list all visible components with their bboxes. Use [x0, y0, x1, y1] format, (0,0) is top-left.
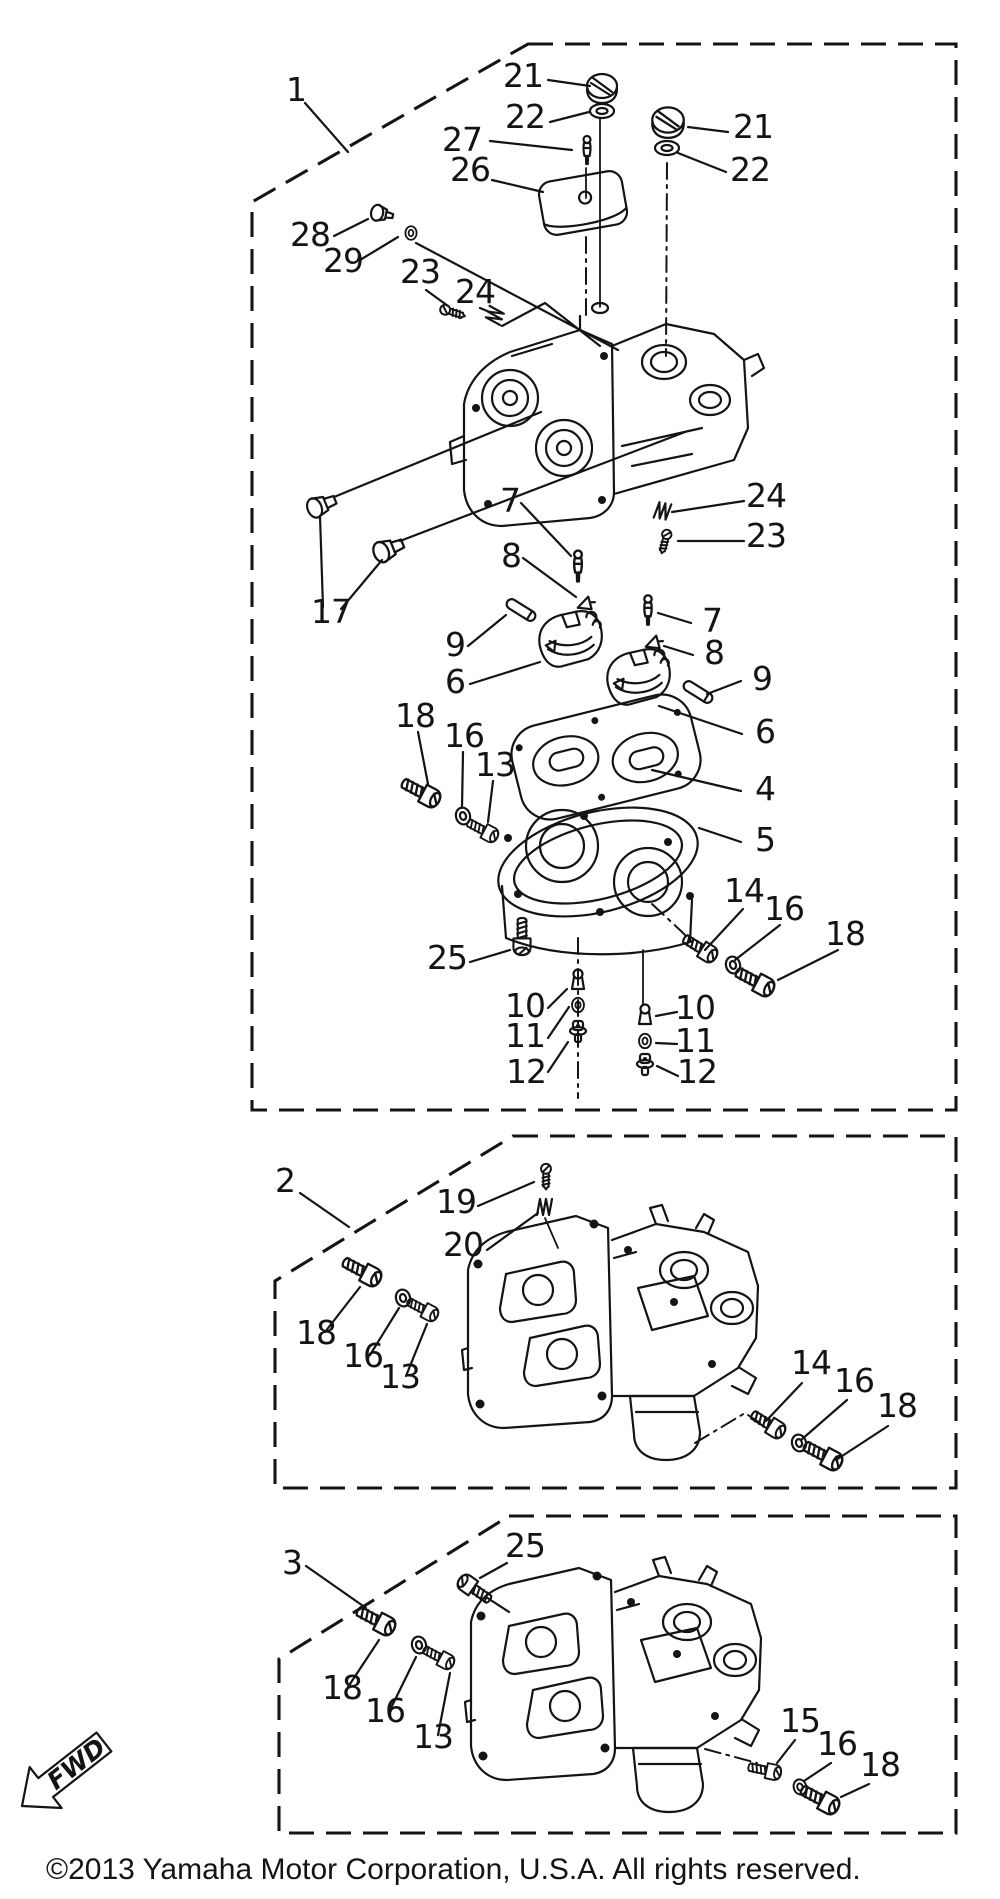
- washer-icon: [590, 104, 614, 118]
- callout-12: 12: [677, 1052, 717, 1091]
- callout-26: 26: [450, 150, 490, 189]
- carburetor-body-icon: [462, 1205, 758, 1460]
- fwd-arrow: [6, 1721, 120, 1826]
- callout-16: 16: [817, 1724, 857, 1763]
- screw-icon: [420, 1642, 456, 1671]
- assembly-group-3: [279, 1516, 956, 1833]
- callout-6: 6: [445, 662, 465, 701]
- float-bowl-icon: [487, 789, 709, 954]
- callout-21: 21: [733, 107, 773, 146]
- screw-icon: [541, 1164, 551, 1190]
- screw-icon: [800, 1437, 845, 1473]
- callout-2: 2: [275, 1161, 295, 1200]
- drain-screw-icon: [513, 918, 530, 955]
- float-pin-icon: [505, 597, 537, 622]
- callout-25: 25: [505, 1526, 545, 1565]
- callout-7: 7: [500, 481, 520, 520]
- callout-24: 24: [455, 272, 495, 311]
- spring-icon: [537, 1199, 552, 1215]
- group-1-leaders: [305, 80, 838, 1076]
- callout-12: 12: [506, 1052, 546, 1091]
- group-3-border: [279, 1516, 956, 1833]
- callout-9: 9: [445, 625, 465, 664]
- callout-10: 10: [675, 988, 715, 1027]
- callout-16: 16: [764, 889, 804, 928]
- callout-18: 18: [860, 1745, 900, 1784]
- group-2-parts: [339, 1164, 845, 1473]
- washer-icon: [394, 1288, 412, 1308]
- callout-19: 19: [436, 1182, 476, 1221]
- plug-icon: [304, 490, 338, 519]
- top-cover-icon: [537, 169, 629, 237]
- callout-18: 18: [825, 914, 865, 953]
- screw-icon: [339, 1253, 384, 1289]
- callout-16: 16: [365, 1691, 405, 1730]
- callout-8: 8: [704, 633, 724, 672]
- callout-3: 3: [282, 1543, 302, 1582]
- spring-icon: [654, 502, 672, 520]
- callout-18: 18: [322, 1668, 362, 1707]
- callout-24: 24: [746, 476, 786, 515]
- screw-icon: [797, 1781, 842, 1817]
- float-icon: [538, 610, 603, 668]
- callout-23: 23: [746, 516, 786, 555]
- callout-23: 23: [400, 252, 440, 291]
- screw-icon: [732, 963, 777, 999]
- callout-22: 22: [505, 97, 545, 136]
- washer-icon: [655, 141, 679, 155]
- callout-5: 5: [755, 820, 775, 859]
- callout-11: 11: [505, 1016, 545, 1055]
- screw-icon: [353, 1602, 398, 1638]
- callout-1: 1: [286, 70, 306, 109]
- group-1-parts: [304, 74, 777, 1075]
- screw-icon: [404, 1294, 440, 1323]
- callout-13: 13: [475, 745, 515, 784]
- cap-screw-icon: [587, 74, 617, 103]
- callout-13: 13: [380, 1357, 420, 1396]
- callout-18: 18: [395, 696, 435, 735]
- group-3-leaders: [306, 1563, 869, 1797]
- callout-25: 25: [427, 938, 467, 977]
- callout-11: 11: [675, 1021, 715, 1060]
- callout-18: 18: [877, 1386, 917, 1425]
- plug-icon: [370, 534, 406, 565]
- washer-icon: [405, 226, 416, 240]
- callout-29: 29: [323, 241, 363, 280]
- callout-18: 18: [296, 1313, 336, 1352]
- callout-6: 6: [755, 712, 775, 751]
- carburetor-body-icon: [450, 303, 764, 526]
- callout-13: 13: [413, 1717, 453, 1756]
- needle-valve-icon: [644, 595, 651, 624]
- fwd-label: FWD: [41, 1732, 112, 1796]
- clip-icon: [576, 595, 597, 612]
- cap-screw-icon: [652, 107, 684, 137]
- group-2-callouts: [275, 1161, 917, 1425]
- assembly-group-1: [252, 44, 956, 1110]
- callout-8: 8: [501, 536, 521, 575]
- washer-icon: [639, 1034, 651, 1048]
- screw-icon: [398, 774, 443, 810]
- callout-7: 7: [702, 601, 722, 640]
- float-icon: [606, 648, 671, 706]
- group-3-parts: [353, 1572, 842, 1817]
- group-3-callouts: [282, 1526, 900, 1784]
- needle-valve-icon: [574, 551, 582, 582]
- screw-icon: [455, 1572, 495, 1607]
- assembly-group-2: [275, 1136, 956, 1488]
- callout-27: 27: [442, 120, 482, 159]
- washer-icon: [410, 1635, 428, 1655]
- copyright-text: ©2013 Yamaha Motor Corporation, U.S.A. All rights reserved.: [46, 1853, 861, 1886]
- callout-22: 22: [730, 150, 770, 189]
- callout-16: 16: [343, 1336, 383, 1375]
- pilot-screw-icon: [583, 136, 590, 164]
- callout-21: 21: [503, 56, 543, 95]
- callout-15: 15: [780, 1701, 820, 1740]
- callout-10: 10: [505, 986, 545, 1025]
- jet-icon: [639, 1005, 651, 1025]
- callout-14: 14: [791, 1343, 831, 1382]
- callout-9: 9: [752, 659, 772, 698]
- screw-icon: [748, 1407, 788, 1441]
- group-2-border: [275, 1136, 956, 1488]
- nozzle-icon: [637, 1054, 653, 1075]
- callout-17: 17: [311, 592, 351, 631]
- bowl-gasket-icon: [505, 688, 707, 826]
- screw-icon: [464, 815, 500, 844]
- fitting-icon: [370, 204, 395, 224]
- callout-28: 28: [290, 215, 330, 254]
- carburetor-body-icon: [465, 1557, 761, 1812]
- callout-16: 16: [444, 716, 484, 755]
- callout-4: 4: [755, 769, 775, 808]
- callout-16: 16: [834, 1361, 874, 1400]
- callout-20: 20: [443, 1225, 483, 1264]
- screw-icon: [657, 529, 672, 555]
- callout-14: 14: [724, 871, 764, 910]
- washer-icon: [454, 806, 472, 826]
